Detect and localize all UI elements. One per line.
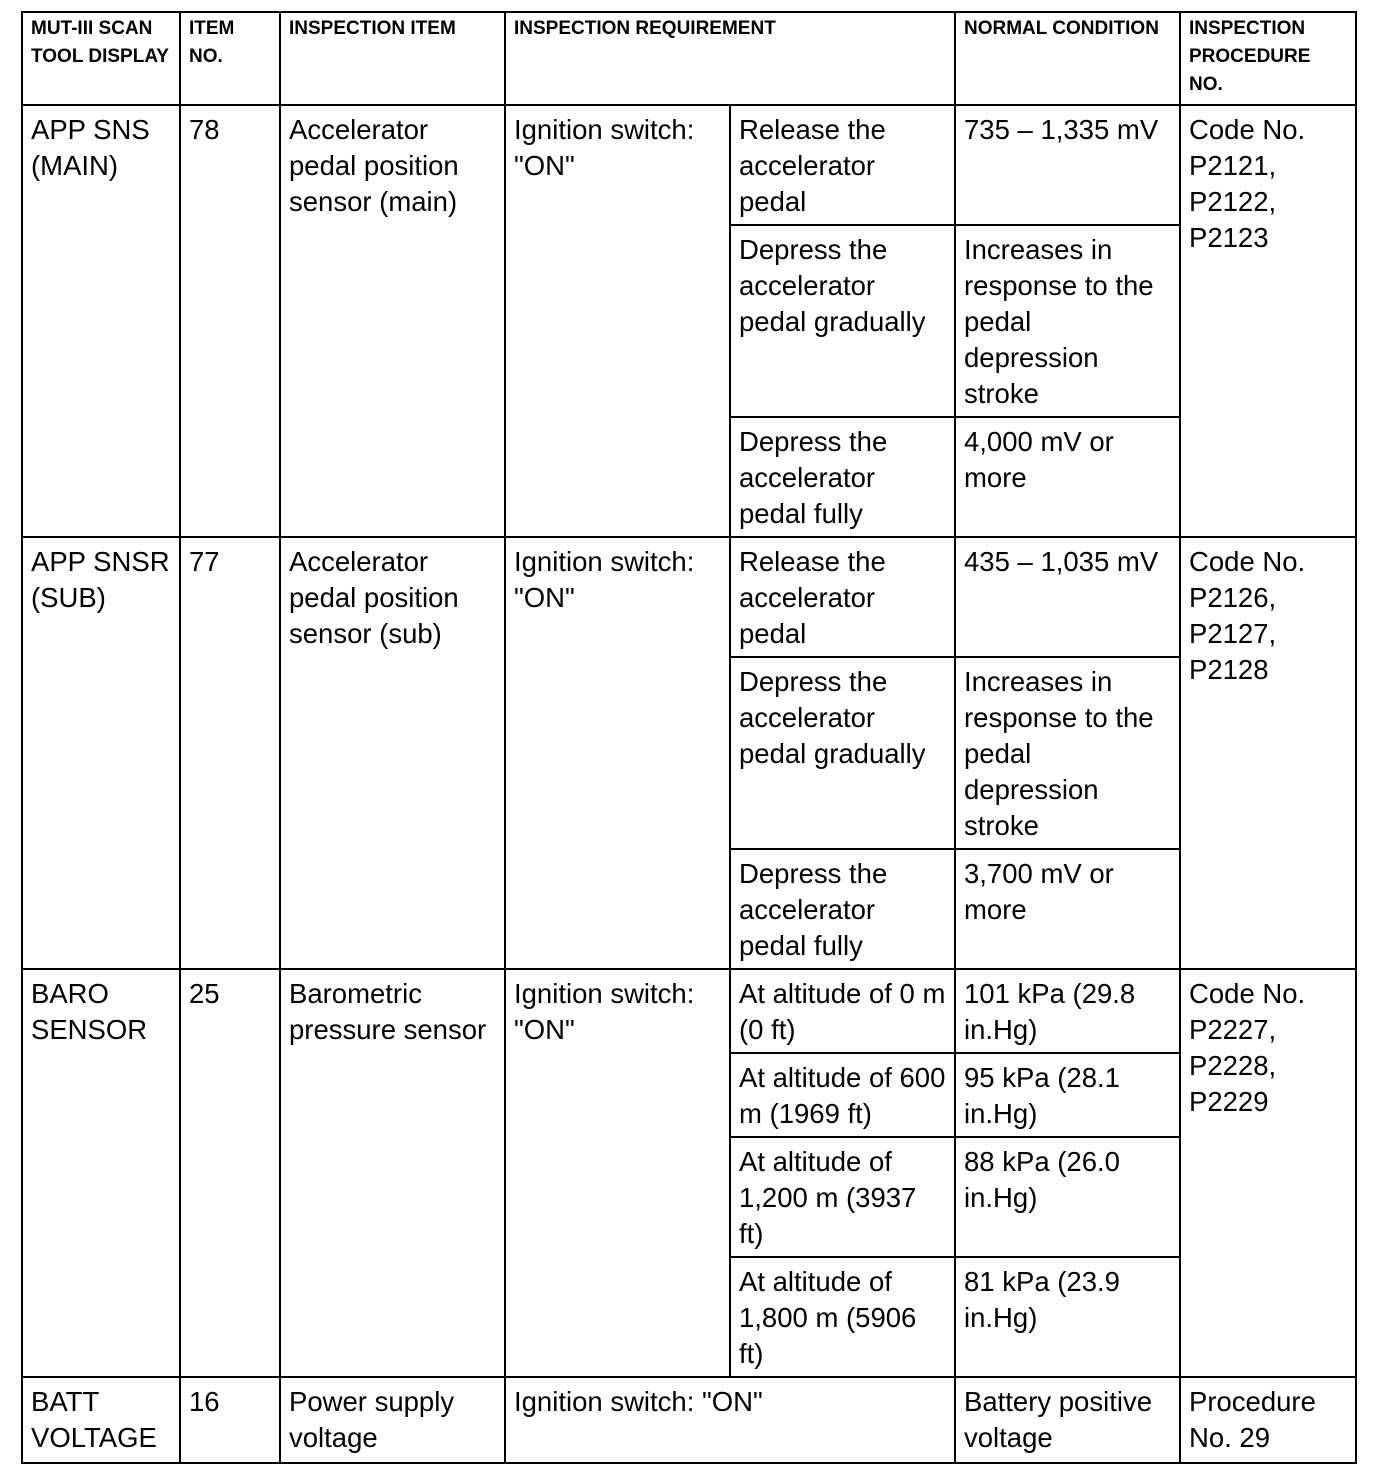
header-row [22,12,1356,105]
condition-cell: Release the accelerator pedal [730,537,955,657]
display-cell: APP SNSR (SUB) [22,537,180,969]
inspection-spec-table [21,11,1357,1464]
item-no-cell: 78 [180,105,280,537]
requirement-cell: Ignition switch: "ON" [505,105,730,537]
display-cell: BATT VOLTAGE [22,1377,180,1463]
inspection-item-cell: Power supply voltage [280,1377,505,1463]
procedure-cell: Code No. P2126, P2127, P2128 [1180,537,1356,969]
normal-cell: 735 – 1,335 mV [955,105,1180,225]
header-item-no: ITEM NO. [180,12,280,105]
condition-cell: At altitude of 600 m (1969 ft) [730,1053,955,1137]
header-display: MUT-III SCAN TOOL DISPLAY [22,12,180,105]
condition-cell: Depress the accelerator pedal gradually [730,657,955,849]
normal-cell: Increases in response to the pedal depression stroke [955,225,1180,417]
item-no-cell: 77 [180,537,280,969]
condition-cell: Depress the accelerator pedal fully [730,417,955,537]
table-row [22,969,1356,1053]
item-no-cell: 16 [180,1377,280,1463]
normal-cell: 3,700 mV or more [955,849,1180,969]
normal-cell: 95 kPa (28.1 in.Hg) [955,1053,1180,1137]
normal-cell: 81 kPa (23.9 in.Hg) [955,1257,1180,1377]
procedure-cell: Procedure No. 29 [1180,1377,1356,1463]
requirement-cell: Ignition switch: "ON" [505,1377,955,1463]
table-row [22,537,1356,657]
display-cell: APP SNS (MAIN) [22,105,180,537]
header-inspection-requirement: INSPECTION REQUIREMENT [505,12,955,105]
inspection-item-cell: Barometric pressure sensor [280,969,505,1377]
condition-cell: At altitude of 1,200 m (3937 ft) [730,1137,955,1257]
header-normal-condition: NORMAL CONDITION [955,12,1180,105]
condition-cell: At altitude of 0 m (0 ft) [730,969,955,1053]
inspection-item-cell: Accelerator pedal position sensor (sub) [280,537,505,969]
table-row [22,1377,1356,1463]
condition-cell: At altitude of 1,800 m (5906 ft) [730,1257,955,1377]
normal-cell: 435 – 1,035 mV [955,537,1180,657]
inspection-item-cell: Accelerator pedal position sensor (main) [280,105,505,537]
header-inspection-item: INSPECTION ITEM [280,12,505,105]
normal-cell: 4,000 mV or more [955,417,1180,537]
procedure-cell: Code No. P2121, P2122, P2123 [1180,105,1356,537]
normal-cell: 101 kPa (29.8 in.Hg) [955,969,1180,1053]
normal-cell: 88 kPa (26.0 in.Hg) [955,1137,1180,1257]
condition-cell: Depress the accelerator pedal gradually [730,225,955,417]
normal-cell: Battery positive voltage [955,1377,1180,1463]
display-cell: BARO SENSOR [22,969,180,1377]
normal-cell: Increases in response to the pedal depression stroke [955,657,1180,849]
condition-cell: Release the accelerator pedal [730,105,955,225]
requirement-cell: Ignition switch: "ON" [505,969,730,1377]
condition-cell: Depress the accelerator pedal fully [730,849,955,969]
table-row [22,105,1356,225]
requirement-cell: Ignition switch: "ON" [505,537,730,969]
header-procedure-no: INSPECTION PROCEDURE NO. [1180,12,1356,105]
item-no-cell: 25 [180,969,280,1377]
procedure-cell: Code No. P2227, P2228, P2229 [1180,969,1356,1377]
